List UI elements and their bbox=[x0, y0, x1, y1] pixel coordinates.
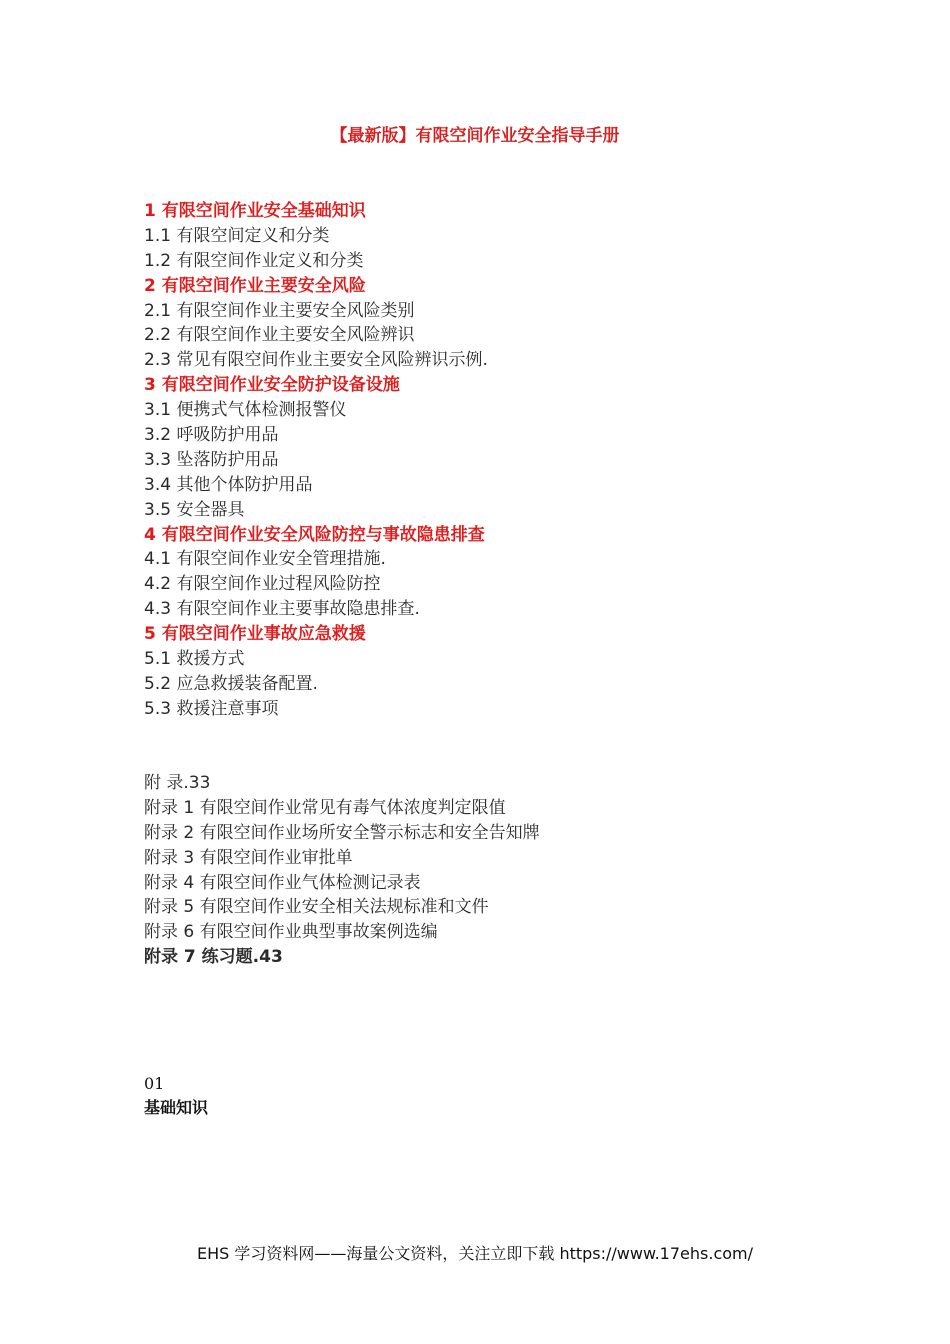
appendix-item: 附录 4 有限空间作业气体检测记录表 bbox=[144, 872, 421, 893]
toc-item: 1.1 有限空间定义和分类 bbox=[144, 225, 330, 246]
toc-item: 4.3 有限空间作业主要事故隐患排查. bbox=[144, 599, 420, 620]
appendix-item: 附录 6 有限空间作业典型事故案例选编 bbox=[144, 922, 438, 943]
toc-item: 3.1 便携式气体检测报警仪 bbox=[144, 400, 347, 421]
toc-chapter-heading: 5 有限空间作业事故应急救援 bbox=[144, 624, 366, 645]
toc-item: 2.2 有限空间作业主要安全风险辨识 bbox=[144, 325, 415, 346]
toc-item: 3.2 呼吸防护用品 bbox=[144, 425, 279, 446]
appendix-list bbox=[144, 771, 844, 970]
toc-item: 1.2 有限空间作业定义和分类 bbox=[144, 250, 364, 271]
toc-item: 4.1 有限空间作业安全管理措施. bbox=[144, 549, 386, 570]
toc-chapter-heading: 2 有限空间作业主要安全风险 bbox=[144, 275, 366, 296]
appendix-item: 附 录.33 bbox=[144, 773, 211, 793]
table-of-contents bbox=[144, 199, 844, 722]
toc-chapter-heading: 3 有限空间作业安全防护设备设施 bbox=[144, 375, 400, 396]
toc-chapter-heading: 1 有限空间作业安全基础知识 bbox=[144, 201, 366, 221]
toc-item: 3.4 其他个体防护用品 bbox=[144, 474, 313, 495]
appendix-item: 附录 5 有限空间作业安全相关法规标准和文件 bbox=[144, 897, 489, 918]
toc-item: 5.3 救援注意事项 bbox=[144, 698, 279, 719]
toc-chapter-heading: 4 有限空间作业安全风险防控与事故隐患排查 bbox=[144, 524, 485, 545]
appendix-item: 附录 2 有限空间作业场所安全警示标志和安全告知牌 bbox=[144, 822, 540, 843]
appendix-item: 附录 3 有限空间作业审批单 bbox=[144, 847, 353, 868]
toc-item: 4.2 有限空间作业过程风险防控 bbox=[144, 574, 381, 595]
toc-item: 5.1 救援方式 bbox=[144, 649, 245, 670]
section-name: 基础知识 bbox=[144, 1098, 209, 1117]
page-footer: EHS 学习资料网——海量公文资料，关注立即下载 https://www.17ehs.com/ bbox=[196, 1244, 754, 1263]
appendix-item: 附录 7 练习题.43 bbox=[144, 947, 283, 968]
toc-item: 2.3 常见有限空间作业主要安全风险辨识示例. bbox=[144, 350, 488, 371]
section-number: 01 bbox=[144, 1074, 165, 1093]
toc-item: 3.5 安全器具 bbox=[144, 499, 245, 520]
document-title: 【最新版】有限空间作业安全指导手册 bbox=[330, 126, 620, 146]
toc-item: 3.3 坠落防护用品 bbox=[144, 449, 279, 470]
toc-item: 5.2 应急救援装备配置. bbox=[144, 673, 318, 694]
toc-item: 2.1 有限空间作业主要安全风险类别 bbox=[144, 300, 415, 321]
appendix-item: 附录 1 有限空间作业常见有毒气体浓度判定限值 bbox=[144, 797, 506, 818]
